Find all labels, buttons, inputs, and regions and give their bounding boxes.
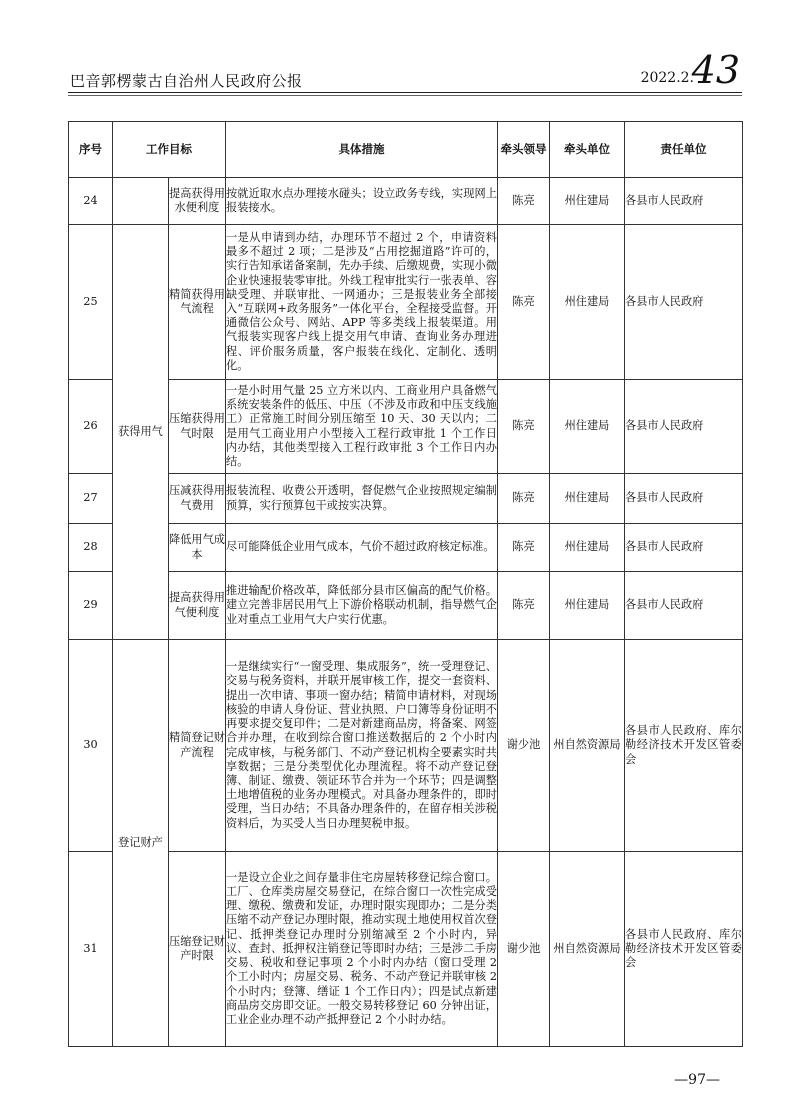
row-lead: 陈亮 [498,178,550,225]
row-lead: 谢少池 [498,640,550,852]
row-number: 28 [69,524,113,572]
work-plan-table [68,121,743,1047]
header-seq: 序号 [69,122,113,178]
row-lead: 陈亮 [498,380,550,474]
row-measure: 一是小时用气量 25 立方米以内、工商业用户具备燃气系统安装条件的低压、中压（不涉及市政和中压支线施工）正常施工时间分别压缩至 10 天、30 天以内；二是用气工商业用户小型接入工程行政审批 1 个工作日内办结，其他类型接入工程行政审批 3 个工作日内办结。 [226,380,498,474]
table-row [69,524,743,572]
header-resp-unit: 责任单位 [625,122,743,178]
table-row [69,852,743,1047]
table-header-row [69,122,743,178]
row-number: 24 [69,178,113,225]
row-lead-unit: 州住建局 [550,178,625,225]
page-number: —97— [674,1072,720,1088]
row-resp-unit: 各县市人民政府 [625,380,743,474]
row-resp-unit: 各县市人民政府 [625,474,743,524]
row-lead: 陈亮 [498,474,550,524]
row-lead-unit: 州住建局 [550,380,625,474]
table-row [69,178,743,225]
table-row [69,474,743,524]
row-sub-goal: 精简登记财产流程 [169,640,226,852]
row-number: 30 [69,640,113,852]
group-property-label: 登记财产 [118,835,163,849]
row-lead: 陈亮 [498,524,550,572]
row-measure: 尽可能降低企业用气成本，气价不超过政府核定标准。 [226,524,498,572]
row-number: 31 [69,852,113,1047]
row-resp-unit: 各县市人民政府、库尔勒经济技术开发区管委会 [625,640,743,852]
row-sub-goal: 精简获得用气流程 [169,225,226,380]
group-property [113,640,169,1047]
row-number: 26 [69,380,113,474]
row-measure: 一是设立企业之间存量非住宅房屋转移登记综合窗口。工厂、仓库类房屋交易登记，在综合窗口一次性完成受理、缴税、缴费和发证，办理时限实现即办；二是分类压缩不动产登记办理时限，推动实现土地使用权首次登记、抵押类登记办理时分别缩减至 2 个小时内，异议、查封、抵押权注销登记等即时办结；三是涉二手房交易、税收和登记事项 2 个小时内办结（窗口受理 2 个工小时内；房屋交易、税务、不动产登记并联审核 2 个小时内；登簿、缮证 1 个工作日内）；四是试点新建商品房交房即交证。一般交易转移登记 60 分钟出证，工业企业办理不动产抵押登记 2 个小时办结。 [226,852,498,1047]
row-sub-goal: 压缩登记财产时限 [169,852,226,1047]
row-lead: 陈亮 [498,572,550,640]
table-row [69,640,743,852]
table-row [69,572,743,640]
row-sub-goal: 压减获得用气费用 [169,474,226,524]
row-lead-unit: 州自然资源局 [550,852,625,1047]
row-lead: 谢少池 [498,852,550,1047]
row-sub-goal: 压缩获得用气时限 [169,380,226,474]
page-header [70,50,740,90]
header-divider-thin [68,95,742,96]
header-goal: 工作目标 [113,122,226,178]
row-resp-unit: 各县市人民政府、库尔勒经济技术开发区管委会 [625,852,743,1047]
row-sub-goal: 降低用气成本 [169,524,226,572]
row-sub-goal: 提高获得用水便利度 [169,178,226,225]
row-measure: 一是继续实行“一窗受理、集成服务”，统一受理登记、交易与税务资料，并联开展审核工作，提交一套资料、提出一次申请、事项一窗办结；精简申请材料，对现场核验的申请人身份证、营业执照、户口簿等身份证明不再要求提交复印件；二是对新建商品房，将备案、网签合并办理，在收到综合窗口推送数据后的 2 个小时内完成审核，与税务部门、不动产登记机构全要素实时共享数据；三是分类型优化办理流程。将不动产登记登簿、制证、缴费、领证环节合并为一个环节；四是调整土地增值税的业务办理模式。对具备办理条件的，即时受理，当日办结；不具备办理条件的，在留存相关涉税资料后，为买受人当日办理契税申报。 [226,640,498,852]
row-resp-unit: 各县市人民政府 [625,225,743,380]
row-measure: 一是从申请到办结，办理环节不超过 2 个，申请资料最多不超过 2 项；二是涉及“占用挖掘道路”许可的，实行告知承诺备案制，先办手续、后缴规费，实现小微企业快速报装零审批。外线工程审批实行一张表单、容缺受理、并联审批、一网通办；三是报装业务全部接入“互联网+政务服务”一体化平台，全程接受监督。开通微信公众号、网站、APP 等多类线上报装渠道。用气报装实现客户线上提交用气申请、查询业务办理进程、评价服务质量，客户报装在线化、定制化、透明化。 [226,225,498,380]
row-resp-unit: 各县市人民政府 [625,178,743,225]
row-resp-unit: 各县市人民政府 [625,524,743,572]
row-lead-unit: 州自然资源局 [550,640,625,852]
group-empty [113,178,169,225]
row-lead-unit: 州住建局 [550,225,625,380]
issue-date: 2022.2. [640,70,694,86]
header-lead: 牵头领导 [498,122,550,178]
row-number: 29 [69,572,113,640]
table-row [69,380,743,474]
header-lead-unit: 牵头单位 [550,122,625,178]
header-divider [68,92,742,93]
row-number: 25 [69,225,113,380]
row-lead-unit: 州住建局 [550,524,625,572]
row-measure: 报装流程、收费公开透明，督促燃气企业按照规定编制预算，实行预算包干或按实决算。 [226,474,498,524]
row-measure: 推进输配价格改革，降低部分县市区偏高的配气价格。建立完善非居民用气上下游价格联动机制，指导燃气企业对重点工业用气大户实行优惠。 [226,572,498,640]
row-lead-unit: 州住建局 [550,474,625,524]
row-lead-unit: 州住建局 [550,572,625,640]
row-number: 27 [69,474,113,524]
row-lead: 陈亮 [498,225,550,380]
header-measure: 具体措施 [226,122,498,178]
issue-number: 43 [691,48,740,92]
row-measure: 按就近取水点办理接水碰头；设立政务专线，实现网上报装接水。 [226,178,498,225]
row-resp-unit: 各县市人民政府 [625,572,743,640]
table-row [69,225,743,380]
row-sub-goal: 提高获得用气便利度 [169,572,226,640]
publication-title: 巴音郭楞蒙古自治州人民政府公报 [70,72,303,90]
group-gas: 获得用气 [113,225,169,640]
